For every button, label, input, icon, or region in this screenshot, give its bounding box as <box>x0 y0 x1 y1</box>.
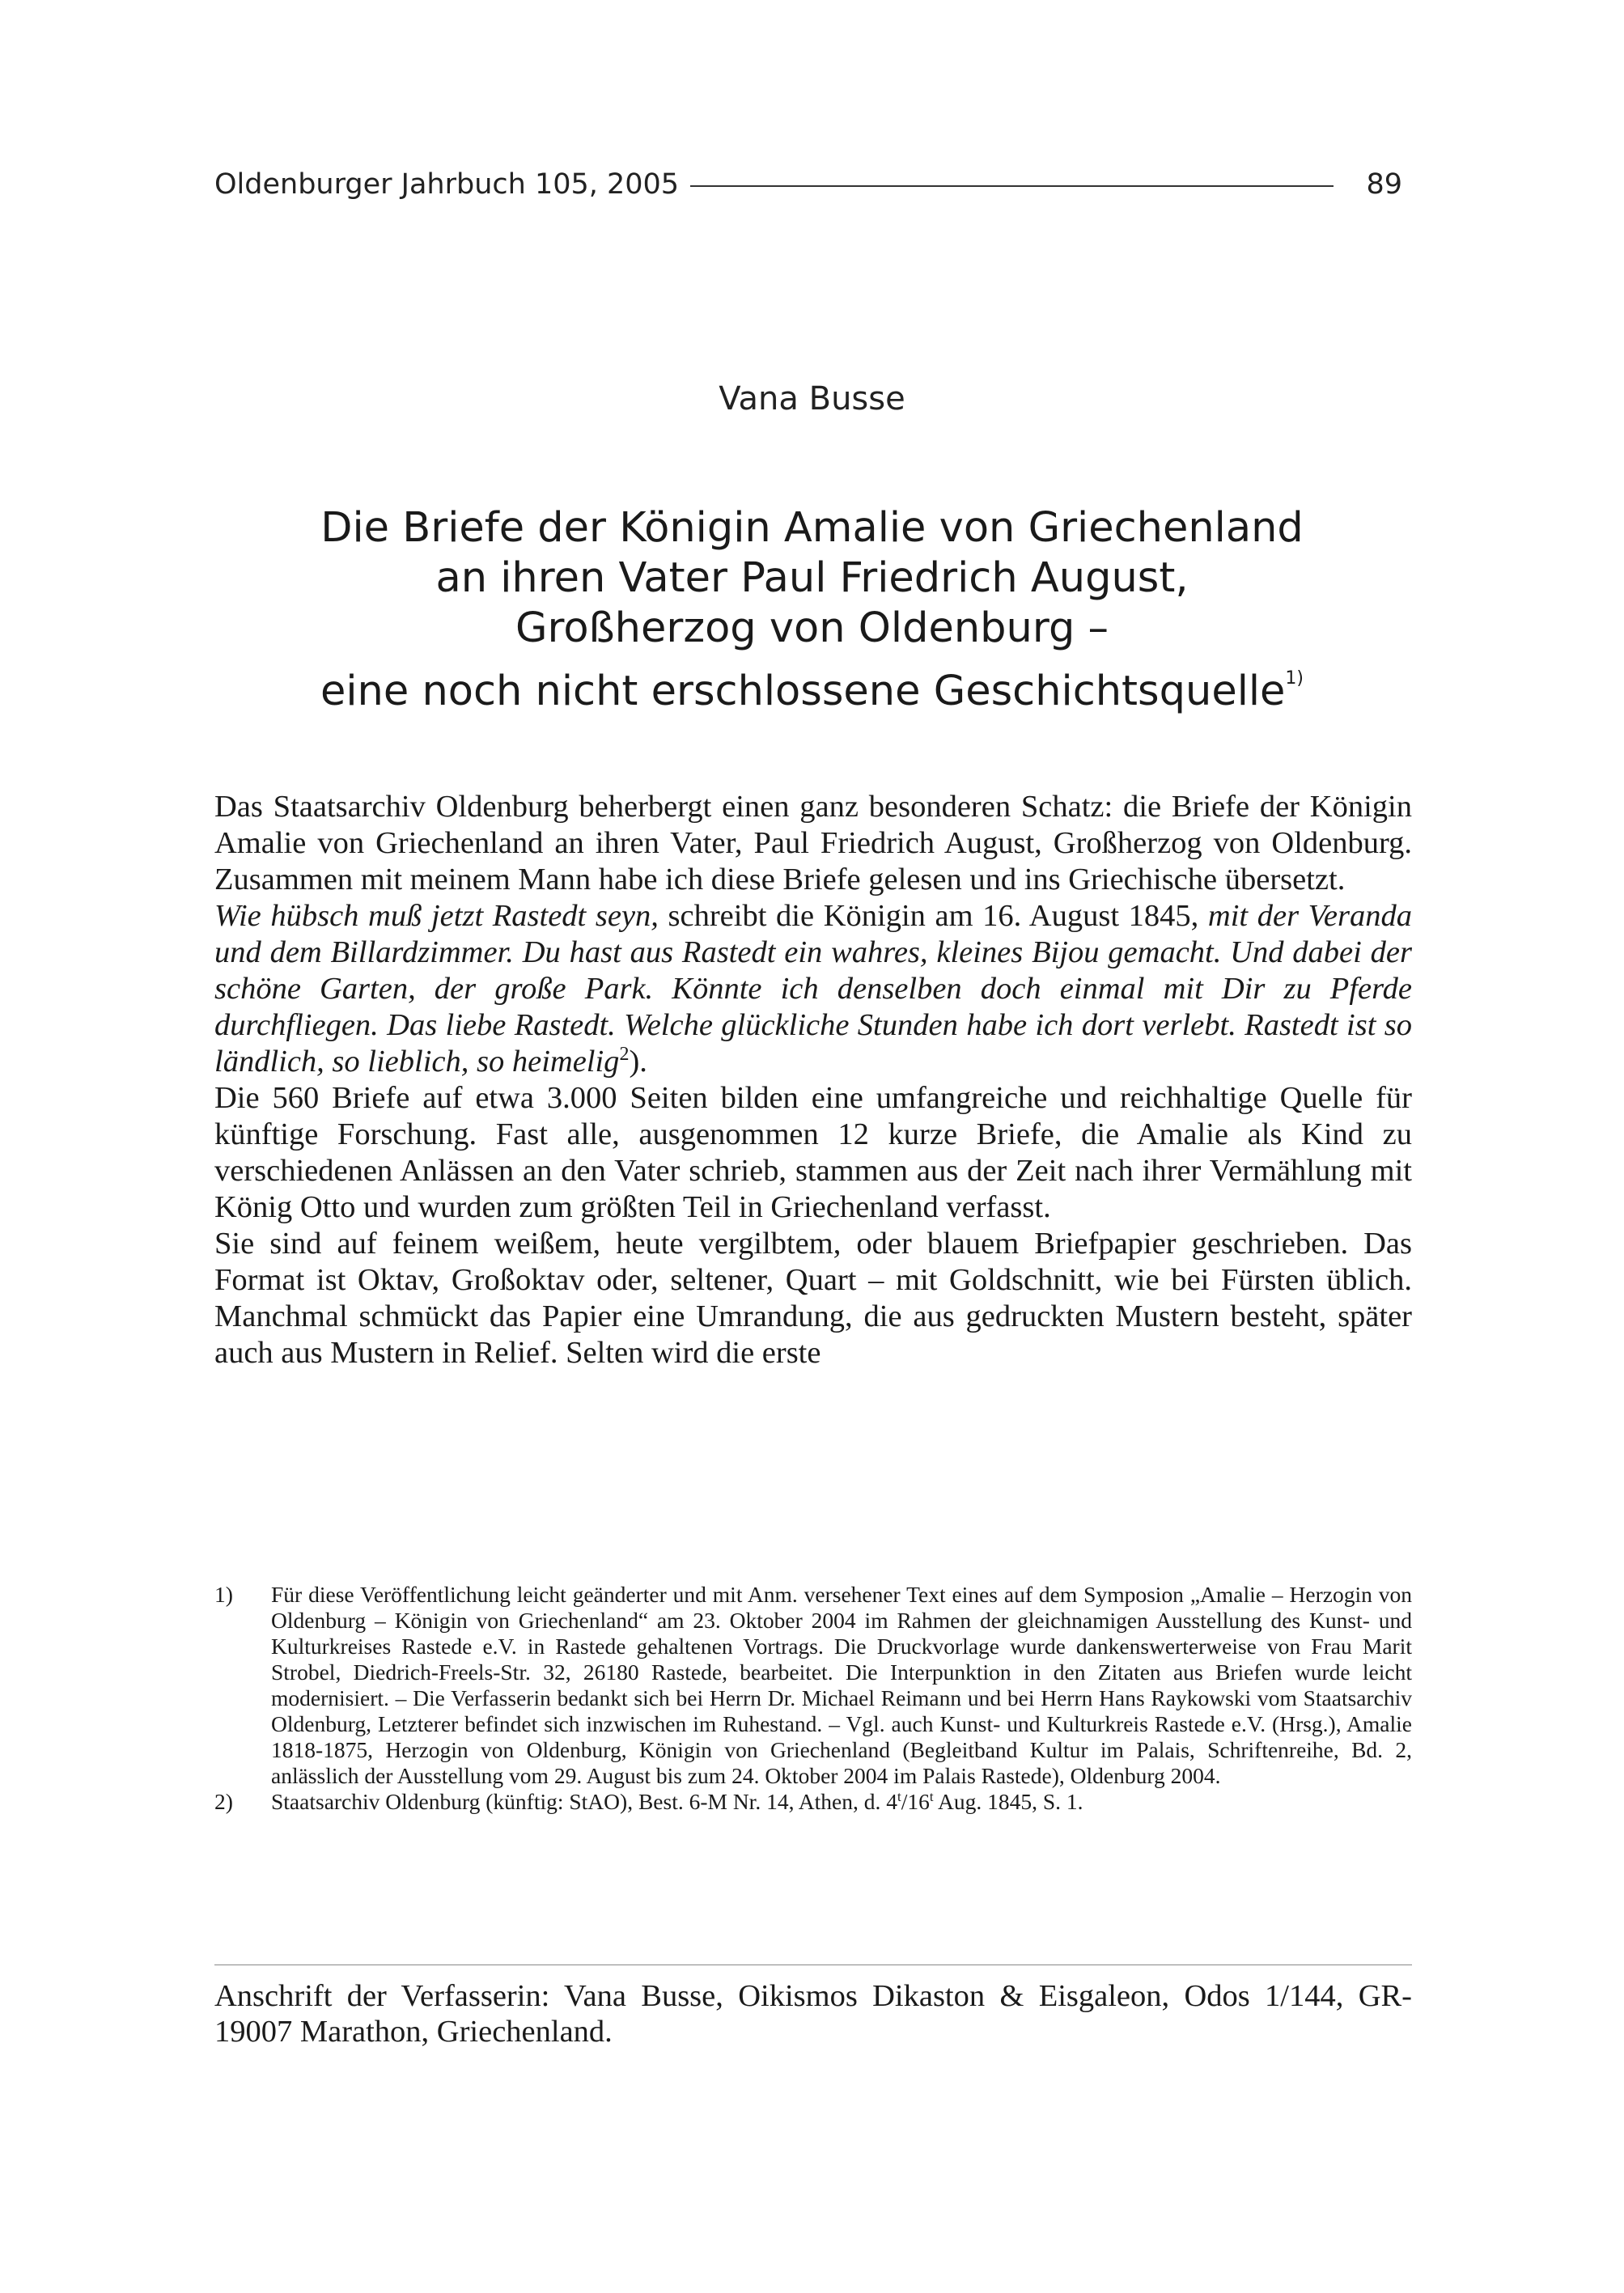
footnote-text <box>271 1789 1412 1815</box>
title-line: Die Briefe der Königin Amalie von Griechenland <box>320 504 1304 552</box>
footnote <box>214 1582 1412 1789</box>
author-name: Vana Busse <box>719 380 905 417</box>
footnote <box>214 1789 1412 1815</box>
author-address: Anschrift der Verfasserin: Vana Busse, Oikismos Dikaston & Eisgaleon, Odos 1/144, GR-19007 Marathon, Griechenland. <box>214 1979 1412 2049</box>
article-body <box>214 789 1412 1371</box>
title-line: an ihren Vater Paul Friedrich August, <box>435 554 1189 602</box>
footnote-superscript: t <box>897 1788 901 1804</box>
title-line: Großherzog von Oldenburg – <box>515 604 1109 652</box>
article-title <box>0 503 1624 717</box>
running-head <box>214 168 1402 201</box>
footnote-text-part: Aug. 1845, S. 1. <box>933 1789 1083 1814</box>
quote-text: mit der Veranda und dem Billardzimmer. Du hast aus Rastedt ein wahres, kleines Bijou gemacht. Und dabei der schöne Garten, der große Park. Könnte ich denselben doch einmal mit Dir zu Pferde durchfliegen. Das liebe Rastedt. Welche glückliche Stunden habe ich dort verlebt. Rastedt ist so ländlich, so lieblich, so heimelig <box>214 899 1412 1079</box>
title-footnote-mark: 1) <box>1285 668 1304 689</box>
footnote-text: Für diese Veröffentlichung leicht geänderter und mit Anm. versehener Text eines auf dem Symposion „Amalie – Herzogin von Oldenburg – Königin von Griechenland“ am 23. Oktober 2004 im Rahmen der gleichnamigen Ausstellung des Kunst- und Kulturkreises Rastede e.V. in Rastede gehaltenen Vortrags. Die Druckvorlage wurde dankenswerterweise von Frau Marit Strobel, Diedrich-Freels-Str. 32, 26180 Rastede, bearbeitet. Die Interpunktion in den Zitaten aus Briefen wurde leicht modernisiert. – Die Verfasserin bedankt sich bei Herrn Dr. Michael Reimann und bei Herrn Hans Raykowski vom Staatsarchiv Oldenburg, Letzterer befindet sich inzwischen im Ruhestand. – Vgl. auch Kunst- und Kulturkreis Rastede e.V. (Hrsg.), Amalie 1818-1875, Herzogin von Oldenburg, Königin von Griechenland (Begleitband Kultur im Palais, Schriftenreihe, Bd. 2, anlässlich der Ausstellung vom 29. August bis zum 24. Oktober 2004 im Palais Rastede), Oldenburg 2004. <box>271 1582 1412 1788</box>
footnote-ref: 2 <box>619 1044 630 1066</box>
header-rule <box>690 185 1334 187</box>
footnote-number: 1) <box>214 1582 233 1607</box>
footnote-text-part: /16 <box>901 1789 930 1814</box>
body-paragraph: Sie sind auf feinem weißem, heute vergilbtem, oder blauem Briefpapier geschrieben. Das Format ist Oktav, Großoktav oder, seltener, Quart – mit Goldschnitt, wie bei Fürsten üblich. Manchmal schmückt das Papier eine Umrandung, die aus gedruckten Mustern besteht, später auch aus Mustern in Relief. Selten wird die erste <box>214 1227 1412 1370</box>
title-line <box>0 654 1624 717</box>
title-line-text: eine noch nicht erschlossene Geschichtsquelle <box>320 668 1286 715</box>
quote-close: ). <box>629 1045 647 1079</box>
journal-title: Oldenburger Jahrbuch 105, 2005 <box>214 168 680 201</box>
body-paragraph: Das Staatsarchiv Oldenburg beherbergt einen ganz besonderen Schatz: die Briefe der Königin Amalie von Griechenland an ihren Vater, Paul Friedrich August, Großherzog von Oldenburg. Zusammen mit meinem Mann habe ich diese Briefe gelesen und ins Griechische übersetzt. <box>214 790 1412 896</box>
body-paragraph: Die 560 Briefe auf etwa 3.000 Seiten bilden eine umfangreiche und reichhaltige Quelle für künftige Forschung. Fast alle, ausgenommen 12 kurze Briefe, die Amalie als Kind zu verschiedenen Anlässen an den Vater schrieb, stammen aus der Zeit nach ihrer Vermählung mit König Otto und wurden zum größten Teil in Griechenland verfasst. <box>214 1081 1412 1224</box>
quote-paragraph <box>214 898 1412 1080</box>
footnote-superscript: t <box>929 1788 934 1804</box>
page-number: 89 <box>1366 168 1402 201</box>
quote-context: schreibt die Königin am 16. August 1845, <box>658 899 1208 933</box>
footnote-text-part: Staatsarchiv Oldenburg (künftig: StAO), Best. 6-M Nr. 14, Athen, d. 4 <box>271 1789 898 1814</box>
footnotes <box>214 1582 1412 1815</box>
footnote-number: 2) <box>214 1789 233 1814</box>
quote-text: Wie hübsch muß jetzt Rastedt seyn, <box>214 899 659 933</box>
